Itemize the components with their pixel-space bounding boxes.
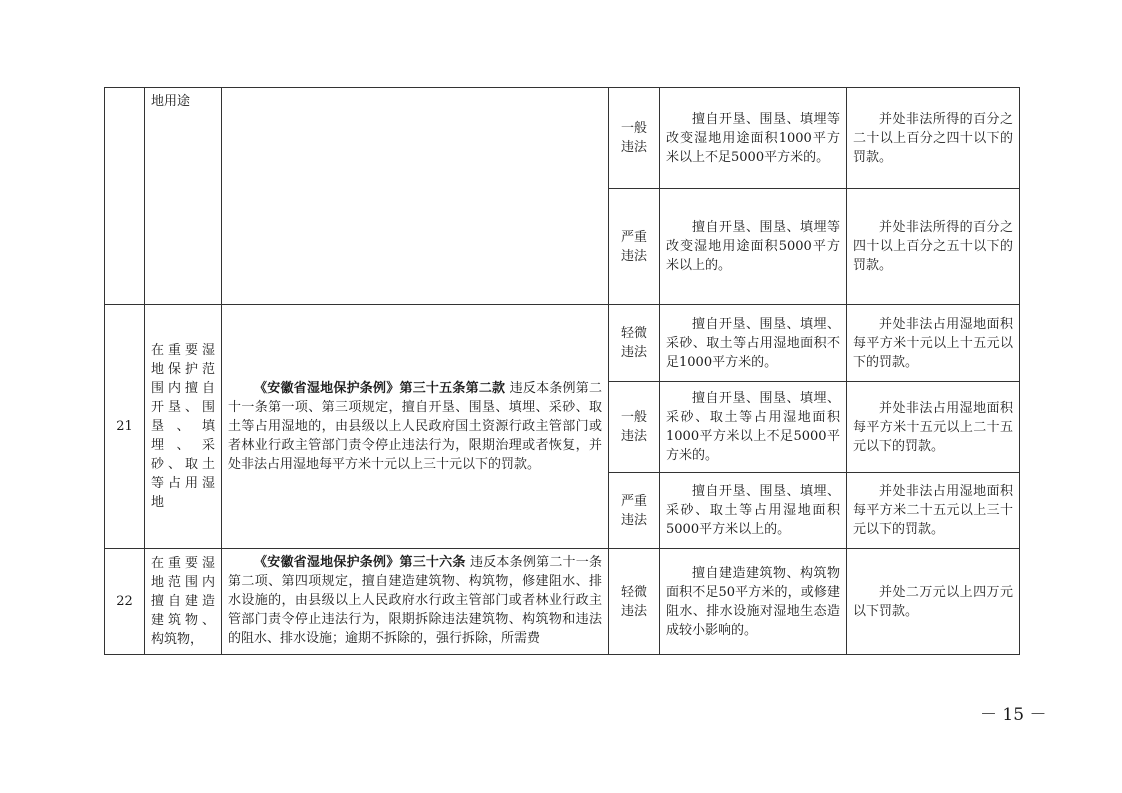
condition-cell <box>660 88 847 189</box>
table-row <box>105 88 1020 189</box>
violation-level-cell <box>609 88 660 189</box>
legal-basis-cell <box>222 88 609 305</box>
violation-level-cell <box>609 189 660 305</box>
penalty-cell <box>847 382 1020 473</box>
condition-text: 擅自开垦、围垦、填埋、采砂、取土等占用湿地面积不足1000平方米的。 <box>666 316 840 370</box>
condition-text: 擅自开垦、围垦、填埋、采砂、取土等占用湿地面积1000平方米以上不足5000平方米的。 <box>666 391 840 463</box>
violation-level-cell <box>609 382 660 473</box>
condition-cell <box>660 473 847 549</box>
violation-level: 一般 违法 <box>620 410 647 444</box>
violation-level-cell <box>609 549 660 655</box>
penalty-text: 并处非法所得的百分之四十以上百分之五十以下的罚款。 <box>853 220 1013 273</box>
penalty-cell <box>847 305 1020 382</box>
penalty-text: 并处非法所得的百分之二十以上百分之四十以下的罚款。 <box>853 111 1013 165</box>
condition-cell <box>660 549 847 655</box>
penalty-text: 并处非法占用湿地面积每平方米十五元以上二十五元以下的罚款。 <box>853 400 1013 454</box>
table-row <box>105 305 1020 382</box>
condition-text: 擅自开垦、围垦、填埋等改变湿地用途面积5000平方米以上的。 <box>666 220 840 273</box>
legal-basis-cell <box>222 549 609 655</box>
legal-basis-body: 违反本条例第二十一条第一项、第三项规定，擅自开垦、围垦、填埋、采砂、取土等占用湿地的，由县级以上人民政府国土资源行政主管部门或者林业行政主管部门责令停止违法行为，限期治理或者恢复，并处非法占用湿地每平方米十元以上三十元以下的罚款。 <box>228 381 602 472</box>
penalty-cell <box>847 473 1020 549</box>
legal-basis-cell <box>222 305 609 549</box>
row-number-cell <box>105 88 145 305</box>
violation-level: 一般 违法 <box>620 121 647 155</box>
legal-basis-body: 违反本条例第二十一条第二项、第四项规定，擅自建造建筑物、构筑物，修建阻水、排水设施的，由县级以上人民政府水行政主管部门或者林业行政主管部门责令停止违法行为，限期拆除违法建筑物、构筑物和违法的阻水、排水设施；逾期不拆除的，强行拆除，所需费 <box>228 555 602 646</box>
row-number-cell: 22 <box>105 549 145 655</box>
condition-cell <box>660 305 847 382</box>
violation-name-cell: 在重要湿地范围内擅自建造建筑物、构筑物， <box>145 549 222 655</box>
violation-level: 轻微 违法 <box>620 326 647 360</box>
violation-level-cell <box>609 305 660 382</box>
penalty-cell <box>847 549 1020 655</box>
penalty-text: 并处非法占用湿地面积每平方米二十五元以上三十元以下的罚款。 <box>853 484 1013 537</box>
table-row <box>105 549 1020 655</box>
penalty-cell <box>847 189 1020 305</box>
page-number: － 15 － <box>980 705 1047 725</box>
violation-level: 轻微 违法 <box>620 584 647 619</box>
violation-name-cell: 地用途 <box>145 88 222 305</box>
condition-cell <box>660 382 847 473</box>
condition-cell <box>660 189 847 305</box>
legal-basis-title: 《安徽省湿地保护条例》第三十五条第二款 <box>254 381 506 396</box>
violation-level-cell <box>609 473 660 549</box>
violation-level: 严重 违法 <box>620 229 647 264</box>
legal-basis-title: 《安徽省湿地保护条例》第三十六条 <box>254 555 466 570</box>
condition-text: 擅自建造建筑物、构筑物面积不足50平方米的，或修建阻水、排水设施对湿地生态造成较小影响的。 <box>666 565 840 638</box>
condition-text: 擅自开垦、围垦、填埋等改变湿地用途面积1000平方米以上不足5000平方米的。 <box>666 111 840 165</box>
row-number-cell: 21 <box>105 305 145 549</box>
penalty-text: 并处二万元以上四万元以下罚款。 <box>853 584 1013 619</box>
condition-text: 擅自开垦、围垦、填埋、采砂、取土等占用湿地面积5000平方米以上的。 <box>666 484 840 537</box>
violation-name-cell: 在重要湿地保护范围内擅自开垦、围垦、填埋、采砂、取土等占用湿地 <box>145 305 222 549</box>
penalty-text: 并处非法占用湿地面积每平方米十元以上十五元以下的罚款。 <box>853 316 1013 370</box>
penalty-cell <box>847 88 1020 189</box>
violation-level: 严重 违法 <box>620 493 647 528</box>
penalty-standard-table <box>104 87 1020 655</box>
